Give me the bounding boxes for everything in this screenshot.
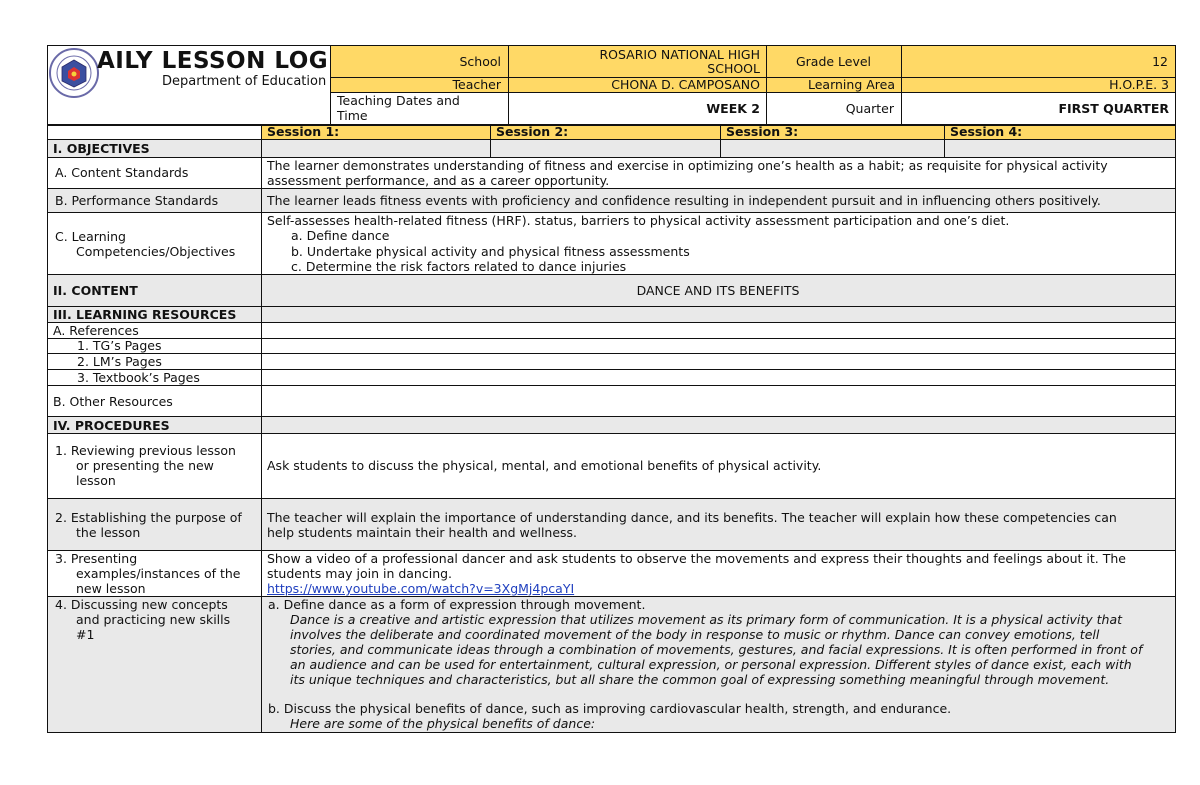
- page-title: AILY LESSON LOG: [97, 48, 329, 74]
- dates-label-2: Time: [337, 108, 368, 123]
- procedure-4-label-1: 4. Discussing new concepts: [55, 597, 228, 612]
- area-label: Learning Area: [807, 77, 895, 92]
- dance-definition-2: involves the deliberate and coordinated movement of the body in response to music or rhythm. Dance can convey emotions, tell: [290, 627, 1100, 642]
- objectives-heading: I. OBJECTIVES: [53, 141, 150, 156]
- lm-pages-label: 2. LM’s Pages: [77, 354, 162, 369]
- procedure-4-a: a. Define dance as a form of expression through movement.: [268, 597, 646, 612]
- procedure-3-text-1: Show a video of a professional dancer and ask students to observe the movements and express their thoughts and feelings about it. The: [267, 551, 1126, 566]
- grade-value: 12: [1152, 54, 1168, 69]
- session-2-header: Session 2:: [496, 124, 569, 139]
- procedure-3-label-2: examples/instances of the: [76, 566, 241, 581]
- department-subtitle: Department of Education: [162, 74, 327, 89]
- procedure-4-label-2: and practicing new skills: [76, 612, 231, 627]
- other-resources-label: B. Other Resources: [53, 394, 173, 409]
- performance-standards-label: B. Performance Standards: [55, 193, 219, 208]
- procedure-4-label-3: #1: [76, 627, 95, 642]
- procedure-2-text-2: help students maintain their health and wellness.: [267, 525, 578, 540]
- procedure-1-label-1: 1. Reviewing previous lesson: [55, 443, 236, 458]
- competency-a: a. Define dance: [291, 228, 390, 243]
- competencies-label-1: C. Learning: [55, 229, 126, 244]
- dates-value: WEEK 2: [706, 101, 760, 116]
- performance-standards-text: The learner leads fitness events with proficiency and confidence resulting in independent pursuit and in influencing others positively.: [267, 193, 1101, 208]
- textbook-pages-label: 3. Textbook’s Pages: [77, 370, 200, 385]
- objectives-heading-row: [47, 139, 1176, 157]
- procedure-1-label-3: lesson: [76, 473, 116, 488]
- area-value: H.O.P.E. 3: [1109, 77, 1169, 92]
- tg-pages-label: 1. TG’s Pages: [77, 338, 162, 353]
- procedure-3-label-1: 3. Presenting: [55, 551, 138, 566]
- session-4-header: Session 4:: [950, 124, 1023, 139]
- dance-definition-5: its unique techniques and characteristics, but all share the common goal of expressing something meaningful through movement.: [290, 672, 1110, 687]
- benefits-intro: Here are some of the physical benefits of dance:: [290, 716, 596, 731]
- procedure-2-label-2: the lesson: [76, 525, 141, 540]
- competency-b: b. Undertake physical activity and physical fitness assessments: [291, 244, 690, 259]
- quarter-value: FIRST QUARTER: [1058, 101, 1169, 116]
- session-1-header: Session 1:: [267, 124, 340, 139]
- teacher-label: Teacher: [452, 77, 501, 92]
- procedure-1-label-2: or presenting the new: [76, 458, 214, 473]
- sessions-row: [261, 124, 1176, 139]
- dance-definition-1: Dance is a creative and artistic expression that utilizes movement as its primary form of communication. It is a physical activity that: [290, 612, 1123, 627]
- resources-heading: III. LEARNING RESOURCES: [53, 307, 237, 322]
- references-label: A. References: [53, 323, 139, 338]
- session-3-header: Session 3:: [726, 124, 799, 139]
- teacher-value: CHONA D. CAMPOSANO: [611, 77, 760, 92]
- school-value-2: SCHOOL: [707, 61, 760, 76]
- quarter-label: Quarter: [845, 101, 894, 116]
- dance-definition-3: stories, and communicate ideas through a combination of movements, gestures, and facial expressions. It is often performed in front of: [290, 642, 1143, 657]
- deped-seal-icon: [48, 47, 100, 99]
- competencies-intro: Self-assesses health-related fitness (HRF). status, barriers to physical activity assessment participation and one’s diet.: [267, 213, 1010, 228]
- content-heading: II. CONTENT: [53, 283, 138, 298]
- content-standards-line-1: The learner demonstrates understanding of fitness and exercise in optimizing one’s health as a habit; as requisite for physical activity: [267, 158, 1108, 173]
- procedures-heading: IV. PROCEDURES: [53, 418, 170, 433]
- procedure-2-text-1: The teacher will explain the importance of understanding dance, and its benefits. The teacher will explain how these competencies can: [267, 510, 1117, 525]
- video-link[interactable]: https://www.youtube.com/watch?v=3XgMj4pcaYI: [267, 581, 575, 596]
- school-label: School: [459, 54, 501, 69]
- competency-c: c. Determine the risk factors related to dance injuries: [291, 259, 627, 274]
- procedures-heading-bg: [47, 416, 1176, 433]
- content-standards-label: A. Content Standards: [55, 165, 189, 180]
- competencies-label-2: Competencies/Objectives: [76, 244, 236, 259]
- procedure-1-text: Ask students to discuss the physical, mental, and emotional benefits of physical activity.: [267, 458, 822, 473]
- procedure-3-label-3: new lesson: [76, 581, 146, 596]
- content-value: DANCE AND ITS BENEFITS: [636, 283, 800, 298]
- grade-label: Grade Level: [795, 54, 872, 69]
- content-standards-line-2: assessment performance, and as a career opportunity.: [267, 173, 610, 188]
- procedure-4-b: b. Discuss the physical benefits of dance, such as improving cardiovascular health, strength, and endurance.: [268, 701, 952, 716]
- procedure-3-text-2: students may join in dancing.: [267, 566, 453, 581]
- school-value-1: ROSARIO NATIONAL HIGH: [599, 47, 760, 62]
- dance-definition-4: an audience and can be used for entertainment, cultural expression, or personal expression. Different styles of dance exist, each with: [290, 657, 1132, 672]
- procedure-2-label-1: 2. Establishing the purpose of: [55, 510, 242, 525]
- dates-label-1: Teaching Dates and: [337, 93, 460, 108]
